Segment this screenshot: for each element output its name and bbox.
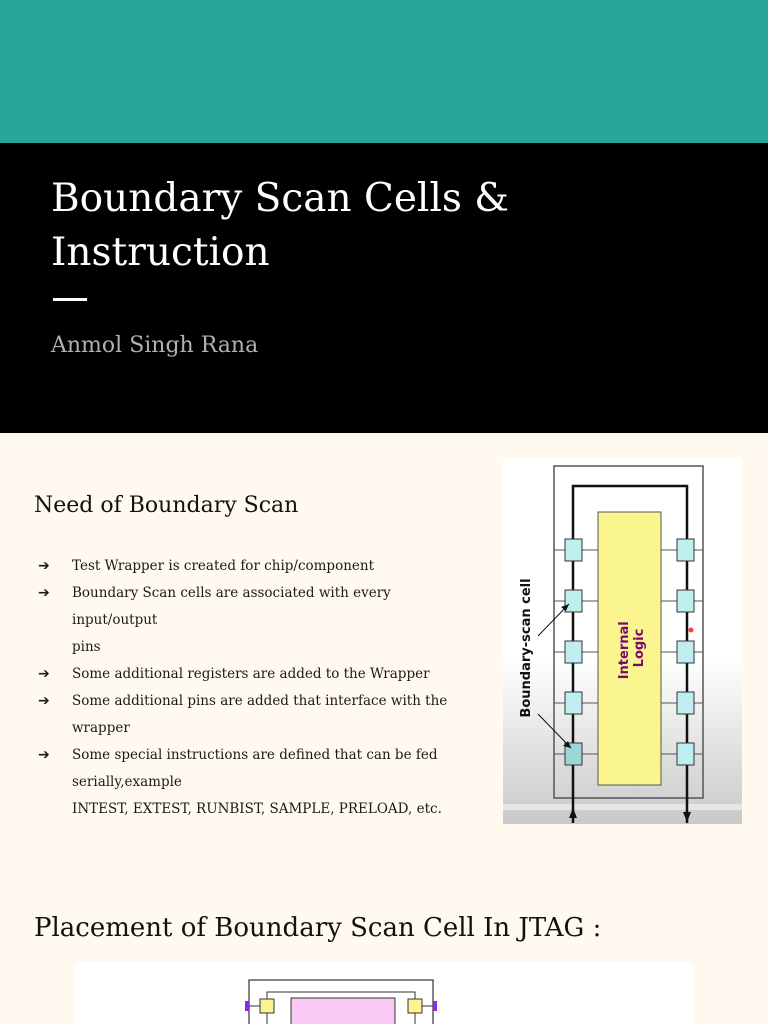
bullet-text: Some additional pins are added that interface with the	[72, 693, 448, 709]
section-heading-need: Need of Boundary Scan	[34, 493, 299, 518]
bullet-text: Test Wrapper is created for chip/component	[72, 558, 375, 574]
scan-cell	[408, 999, 422, 1013]
list-item	[34, 580, 474, 661]
core-label-line-1: Internal	[617, 621, 632, 680]
title-line-2: Instruction	[51, 230, 270, 275]
scan-cell	[677, 539, 694, 561]
list-item	[34, 688, 474, 742]
instruction-list: INTEST, EXTEST, RUNBIST, SAMPLE, PRELOAD, etc.	[72, 801, 442, 817]
marker-dot	[689, 628, 694, 633]
scan-cell	[260, 999, 274, 1013]
scan-cell	[677, 692, 694, 714]
section-heading-placement: Placement of Boundary Scan Cell In JTAG :	[34, 913, 602, 943]
bullet-text-cont: serially,example	[72, 774, 182, 790]
bullet-list	[34, 553, 474, 823]
list-item	[34, 742, 474, 823]
right-arrow-icon: ➔	[38, 585, 50, 601]
scan-cell	[677, 641, 694, 663]
author-name: Anmol Singh Rana	[51, 333, 259, 358]
right-arrow-icon: ➔	[38, 666, 50, 682]
title-line-1: Boundary Scan Cells &	[51, 176, 509, 221]
boundary-scan-diagram	[503, 458, 742, 824]
pin-marker	[245, 1001, 249, 1011]
list-item	[34, 553, 474, 580]
scan-cell	[677, 590, 694, 612]
core-label-line-2: Logic	[632, 628, 647, 668]
right-arrow-icon: ➔	[38, 747, 50, 763]
right-arrow-icon: ➔	[38, 558, 50, 574]
bullet-text: Some additional registers are added to the Wrapper	[72, 666, 430, 682]
list-item	[34, 661, 474, 688]
scan-cell	[565, 590, 582, 612]
jtag-placement-diagram	[75, 962, 693, 1024]
bullet-text-cont: wrapper	[72, 720, 130, 736]
slide-title	[51, 172, 671, 280]
right-arrow-icon: ➔	[38, 693, 50, 709]
bullet-text-cont: pins	[72, 639, 101, 655]
bullet-text: Boundary Scan cells are associated with every input/output	[72, 585, 391, 628]
pin-marker	[433, 1001, 437, 1011]
side-label: Boundary-scan cell	[519, 578, 534, 718]
title-slide-accent-bar	[0, 0, 768, 143]
scan-cell	[565, 641, 582, 663]
scan-cell	[565, 692, 582, 714]
scan-cell	[565, 539, 582, 561]
core-block	[291, 998, 395, 1024]
bullet-text: Some special instructions are defined that can be fed	[72, 747, 438, 763]
title-divider	[53, 298, 87, 301]
scan-cell	[677, 743, 694, 765]
diagram-floor	[503, 804, 742, 810]
